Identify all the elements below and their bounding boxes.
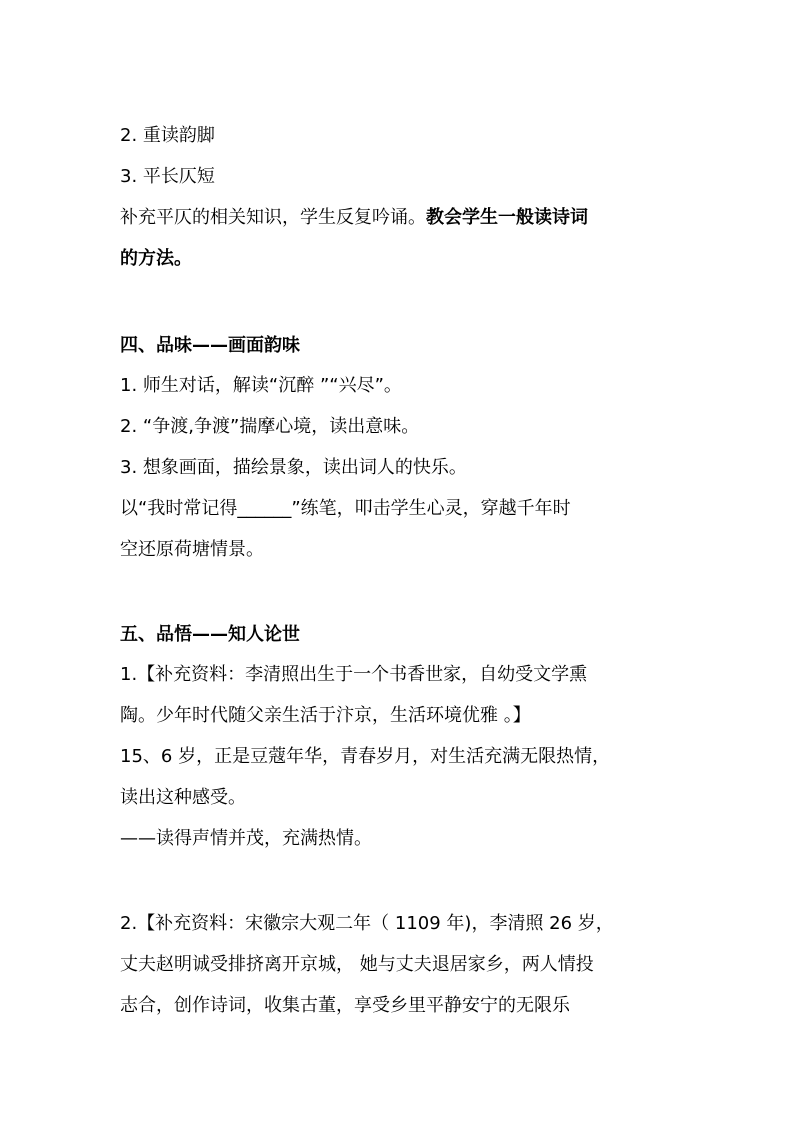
text-line: 1. 师生对话，解读“沉醉 ”“兴尽”。 [120, 375, 402, 396]
text-line: 读出这种感受。 [120, 787, 246, 808]
text-line: 以“我时常记得______”练笔，叩击学生心灵，穿越千年时 [120, 498, 571, 519]
text-line: 陶。少年时代随父亲生活于汴京，生活环境优雅 。】 [120, 705, 531, 726]
text-line: 15、6 岁，正是豆蔻年华，青春岁月，对生活充满无限热情， [120, 746, 611, 767]
text-line: 2.【补充资料：宋徽宗大观二年（ 1109 年)，李清照 26 岁， [120, 913, 614, 934]
text-line: 补充平仄的相关知识，学生反复吟诵。教会学生一般读诗词 [120, 207, 588, 228]
text-line: 3. 想象画面，描绘景象，读出词人的快乐。 [120, 457, 467, 478]
text-line: 空还原荷塘情景。 [120, 539, 264, 560]
text-line: 丈夫赵明诚受排挤离开京城， 她与丈夫退居家乡，两人情投 [120, 954, 594, 975]
section-heading: 五、品悟——知人论世 [120, 624, 300, 645]
text-line: 2. 重读韵脚 [120, 125, 215, 146]
text-line: 3. 平长仄短 [120, 166, 215, 187]
text-line: 1.【补充资料：李清照出生于一个书香世家，自幼受文学熏 [120, 664, 588, 685]
text-line: 志合，创作诗词，收集古董，享受乡里平静安宁的无限乐 [120, 995, 570, 1016]
text-line: 的方法。 [120, 248, 192, 269]
section-heading: 四、品味——画面韵味 [120, 335, 300, 356]
text-line: ——读得声情并茂，充满热情。 [120, 828, 372, 849]
text-line: 2. “争渡,争渡”揣摩心境，读出意味。 [120, 416, 420, 437]
